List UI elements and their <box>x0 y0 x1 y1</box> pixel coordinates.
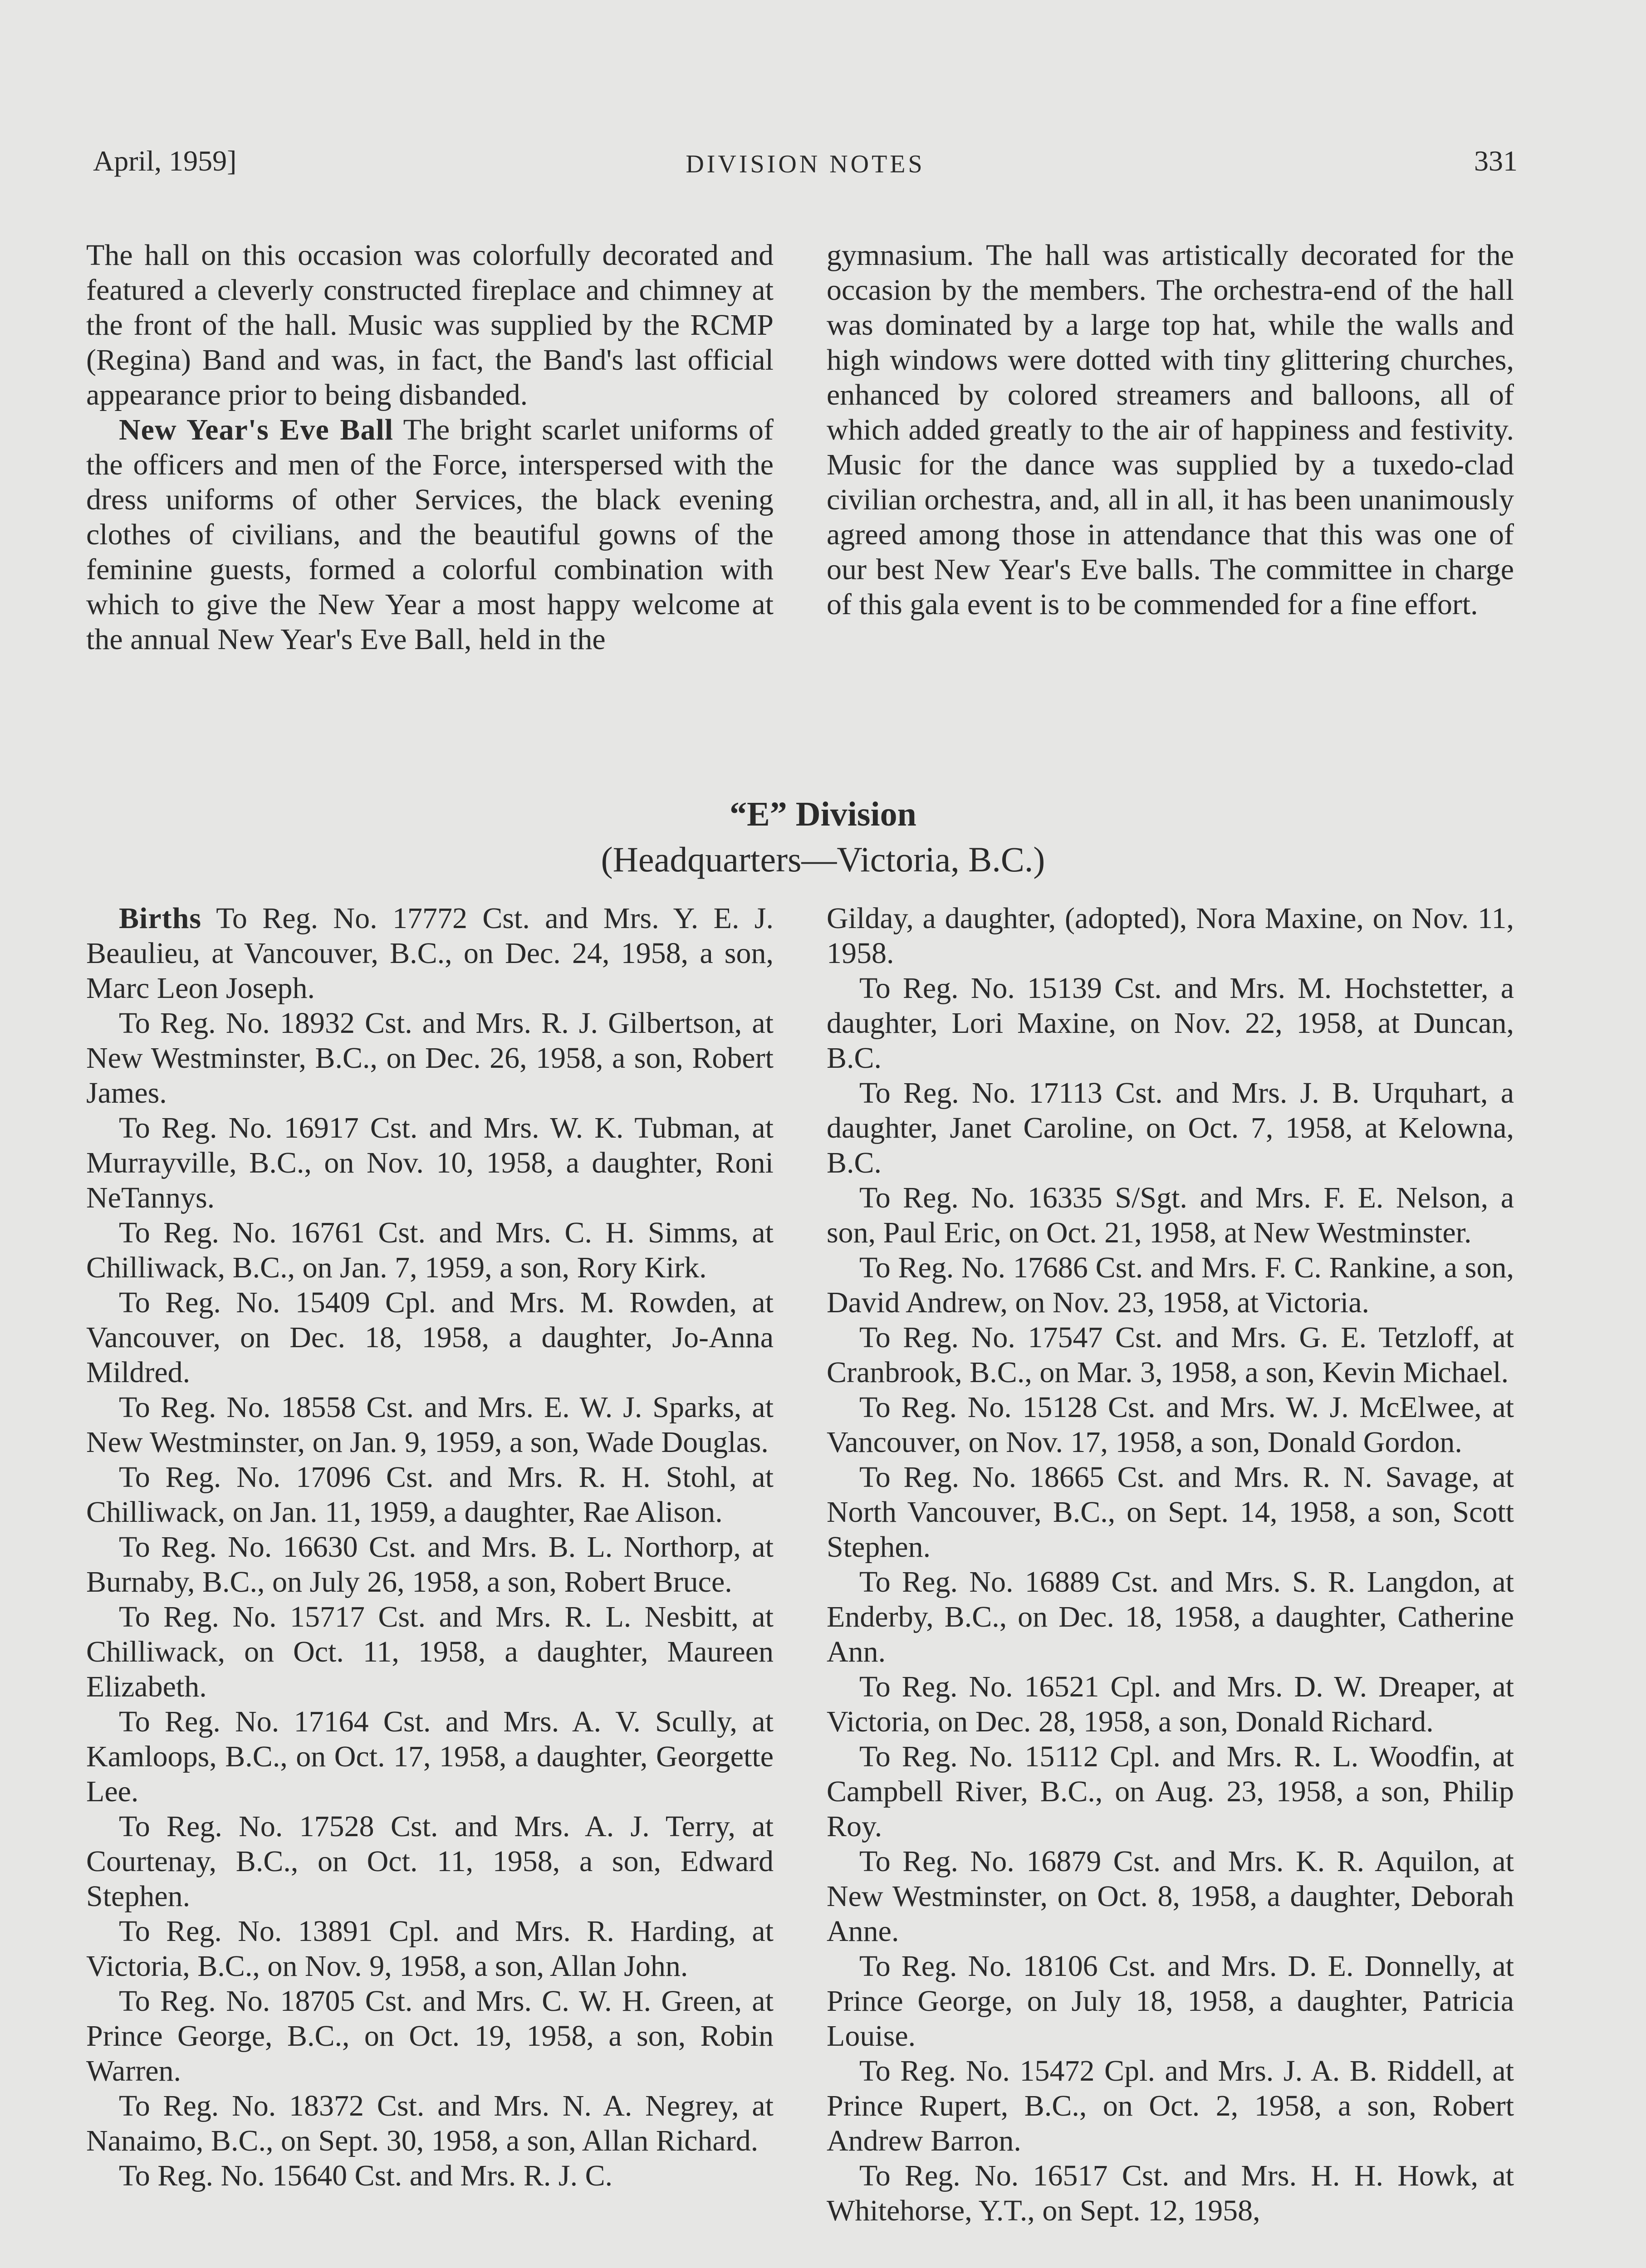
paragraph-text: To Reg. No. 17528 Cst. and Mrs. A. J. Terry, at Courtenay, B.C., on Oct. 11, 1958, a son, Edward Stephen. <box>86 1810 774 1913</box>
paragraph <box>827 1564 1514 1669</box>
paragraph-text: To Reg. No. 16517 Cst. and Mrs. H. H. Howk, at Whitehorse, Y.T., on Sept. 12, 1958, <box>827 2159 1514 2227</box>
paragraph <box>827 1180 1514 1250</box>
paragraph-text: To Reg. No. 18665 Cst. and Mrs. R. N. Savage, at North Vancouver, B.C., on Sept. 14, 1958, a son, Scott Stephen. <box>827 1461 1514 1564</box>
paragraph <box>86 1914 774 1984</box>
paragraph-text: gymnasium. The hall was artistically decorated for the occasion by the members. The orchestra-end of the hall was dominated by a large top hat, while the walls and high windows were dotted with tiny glittering churches, enhanced by colored streamers and balloons, all of which added greatly to the air of happiness and festivity. Music for the dance was supplied by a tuxedo-clad civilian orchestra, and, all in all, it has been unanimously agreed among those in attendance that this was one of our best New Year's Eve balls. The committee in charge of this gala event is to be commended for a fine effort. <box>827 239 1514 621</box>
paragraph <box>827 2158 1514 2228</box>
paragraph <box>827 238 1514 622</box>
paragraph <box>827 1460 1514 1564</box>
top-right-column <box>827 238 1514 622</box>
births-left-column <box>86 901 774 2193</box>
paragraph <box>86 1285 774 1390</box>
paragraph-text: To Reg. No. 18372 Cst. and Mrs. N. A. Negrey, at Nanaimo, B.C., on Sept. 30, 1958, a son, Allan Richard. <box>86 2089 774 2157</box>
paragraph <box>86 1809 774 1914</box>
section-title: “E” Division <box>730 795 916 833</box>
paragraph-text: To Reg. No. 15112 Cpl. and Mrs. R. L. Woodfin, at Campbell River, B.C., on Aug. 23, 1958, a son, Philip Roy. <box>827 1740 1514 1843</box>
paragraph <box>86 1390 774 1460</box>
paragraph <box>86 1006 774 1110</box>
paragraph-text: The hall on this occasion was colorfully decorated and featured a cleverly constructed fireplace and chimney at the front of the hall. Music was supplied by the RCMP (Regina) Band and was, in fact, the Band's last official appearance prior to being disbanded. <box>86 239 774 411</box>
paragraph-text: To Reg. No. 16761 Cst. and Mrs. C. H. Simms, at Chilliwack, B.C., on Jan. 7, 1959, a son, Rory Kirk. <box>86 1216 774 1284</box>
run-in-heading: New Year's Eve Ball <box>119 413 394 446</box>
paragraph <box>86 1530 774 1599</box>
paragraph-text: To Reg. No. 15139 Cst. and Mrs. M. Hochstetter, a daughter, Lori Maxine, on Nov. 22, 1958, at Duncan, B.C. <box>827 972 1514 1075</box>
paragraph-text: To Reg. No. 18705 Cst. and Mrs. C. W. H. Green, at Prince George, B.C., on Oct. 19, 1958, a son, Robin Warren. <box>86 1984 774 2087</box>
paragraph <box>86 412 774 657</box>
paragraph-text: To Reg. No. 16521 Cpl. and Mrs. D. W. Dreaper, at Victoria, on Dec. 28, 1958, a son, Donald Richard. <box>827 1670 1514 1738</box>
paragraph <box>827 1669 1514 1739</box>
paragraph-text: To Reg. No. 13891 Cpl. and Mrs. R. Harding, at Victoria, B.C., on Nov. 9, 1958, a son, Allan John. <box>86 1915 774 1983</box>
paragraph <box>86 2158 774 2193</box>
paragraph <box>827 1844 1514 1949</box>
paragraph-text: To Reg. No. 17686 Cst. and Mrs. F. C. Rankine, a son, David Andrew, on Nov. 23, 1958, at Victoria. <box>827 1251 1514 1319</box>
paragraph <box>827 1739 1514 1844</box>
births-right-column <box>827 901 1514 2228</box>
paragraph <box>827 1320 1514 1390</box>
paragraph-text: To Reg. No. 16879 Cst. and Mrs. K. R. Aquilon, at New Westminster, on Oct. 8, 1958, a daughter, Deborah Anne. <box>827 1845 1514 1948</box>
paragraph <box>86 1110 774 1215</box>
paragraph-text: To Reg. No. 17772 Cst. and Mrs. Y. E. J. Beaulieu, at Vancouver, B.C., on Dec. 24, 1958, a son, Marc Leon Joseph. <box>86 902 774 1005</box>
paragraph-text: To Reg. No. 17113 Cst. and Mrs. J. B. Urquhart, a daughter, Janet Caroline, on Oct. 7, 1958, at Kelowna, B.C. <box>827 1076 1514 1179</box>
paragraph-text: To Reg. No. 18558 Cst. and Mrs. E. W. J. Sparks, at New Westminster, on Jan. 9, 1959, a son, Wade Douglas. <box>86 1391 774 1459</box>
paragraph-text: To Reg. No. 18932 Cst. and Mrs. R. J. Gilbertson, at New Westminster, B.C., on Dec. 26, 1958, a son, Robert James. <box>86 1007 774 1110</box>
paragraph-text: To Reg. No. 16335 S/Sgt. and Mrs. F. E. Nelson, a son, Paul Eric, on Oct. 21, 1958, at New Westminster. <box>827 1181 1514 1249</box>
paragraph-text: To Reg. No. 17547 Cst. and Mrs. G. E. Tetzloff, at Cranbrook, B.C., on Mar. 3, 1958, a son, Kevin Michael. <box>827 1321 1514 1389</box>
paragraph-text: To Reg. No. 16630 Cst. and Mrs. B. L. Northorp, at Burnaby, B.C., on July 26, 1958, a son, Robert Bruce. <box>86 1530 774 1598</box>
paragraph-text: To Reg. No. 15128 Cst. and Mrs. W. J. McElwee, at Vancouver, on Nov. 17, 1958, a son, Donald Gordon. <box>827 1391 1514 1459</box>
paragraph-text: To Reg. No. 16917 Cst. and Mrs. W. K. Tubman, at Murrayville, B.C., on Nov. 10, 1958, a daughter, Roni NeTannys. <box>86 1111 774 1214</box>
paragraph <box>827 1075 1514 1180</box>
paragraph <box>827 1390 1514 1460</box>
paragraph <box>827 1949 1514 2053</box>
paragraph-text: To Reg. No. 15409 Cpl. and Mrs. M. Rowden, at Vancouver, on Dec. 18, 1958, a daughter, Jo-Anna Mildred. <box>86 1286 774 1389</box>
paragraph <box>86 1215 774 1285</box>
paragraph-text: To Reg. No. 15640 Cst. and Mrs. R. J. C. <box>119 2159 613 2192</box>
paragraph-text: To Reg. No. 15472 Cpl. and Mrs. J. A. B. Riddell, at Prince Rupert, B.C., on Oct. 2, 1958, a son, Robert Andrew Barron. <box>827 2054 1514 2157</box>
paragraph <box>827 971 1514 1075</box>
paragraph <box>827 1250 1514 1320</box>
issue-date: April, 1959] <box>93 145 237 177</box>
paragraph-text: To Reg. No. 17096 Cst. and Mrs. R. H. Stohl, at Chilliwack, on Jan. 11, 1959, a daughter, Rae Alison. <box>86 1461 774 1529</box>
paragraph <box>86 1460 774 1530</box>
section-subtitle: (Headquarters—Victoria, B.C.) <box>601 840 1045 879</box>
paragraph-text: To Reg. No. 17164 Cst. and Mrs. A. V. Scully, at Kamloops, B.C., on Oct. 17, 1958, a daughter, Georgette Lee. <box>86 1705 774 1808</box>
paragraph <box>86 1704 774 1809</box>
top-left-column <box>86 238 774 657</box>
page-number: 331 <box>1474 145 1518 177</box>
paragraph <box>86 901 774 1006</box>
paragraph <box>86 2088 774 2158</box>
paragraph <box>86 1984 774 2088</box>
paragraph-text: To Reg. No. 16889 Cst. and Mrs. S. R. Langdon, at Enderby, B.C., on Dec. 18, 1958, a daughter, Catherine Ann. <box>827 1565 1514 1668</box>
running-head <box>93 144 1518 185</box>
paragraph-text: To Reg. No. 18106 Cst. and Mrs. D. E. Donnelly, at Prince George, on July 18, 1958, a daughter, Patricia Louise. <box>827 1950 1514 2053</box>
paragraph <box>827 901 1514 971</box>
paragraph-text: The bright scarlet uniforms of the officers and men of the Force, interspersed with the dress uniforms of other Services, the black evening clothes of civilians, and the beautiful gowns of the feminine guests, formed a colorful combination with which to give the New Year a most happy welcome at the annual New Year's Eve Ball, held in the <box>86 413 774 656</box>
paragraph-text: To Reg. No. 15717 Cst. and Mrs. R. L. Nesbitt, at Chilliwack, on Oct. 11, 1958, a daughter, Maureen Elizabeth. <box>86 1600 774 1703</box>
run-in-heading: Births <box>119 902 202 935</box>
paragraph-text: Gilday, a daughter, (adopted), Nora Maxine, on Nov. 11, 1958. <box>827 902 1514 970</box>
paragraph <box>86 1599 774 1704</box>
running-title: DIVISION NOTES <box>686 150 925 178</box>
paragraph <box>827 2053 1514 2158</box>
paragraph <box>86 238 774 412</box>
